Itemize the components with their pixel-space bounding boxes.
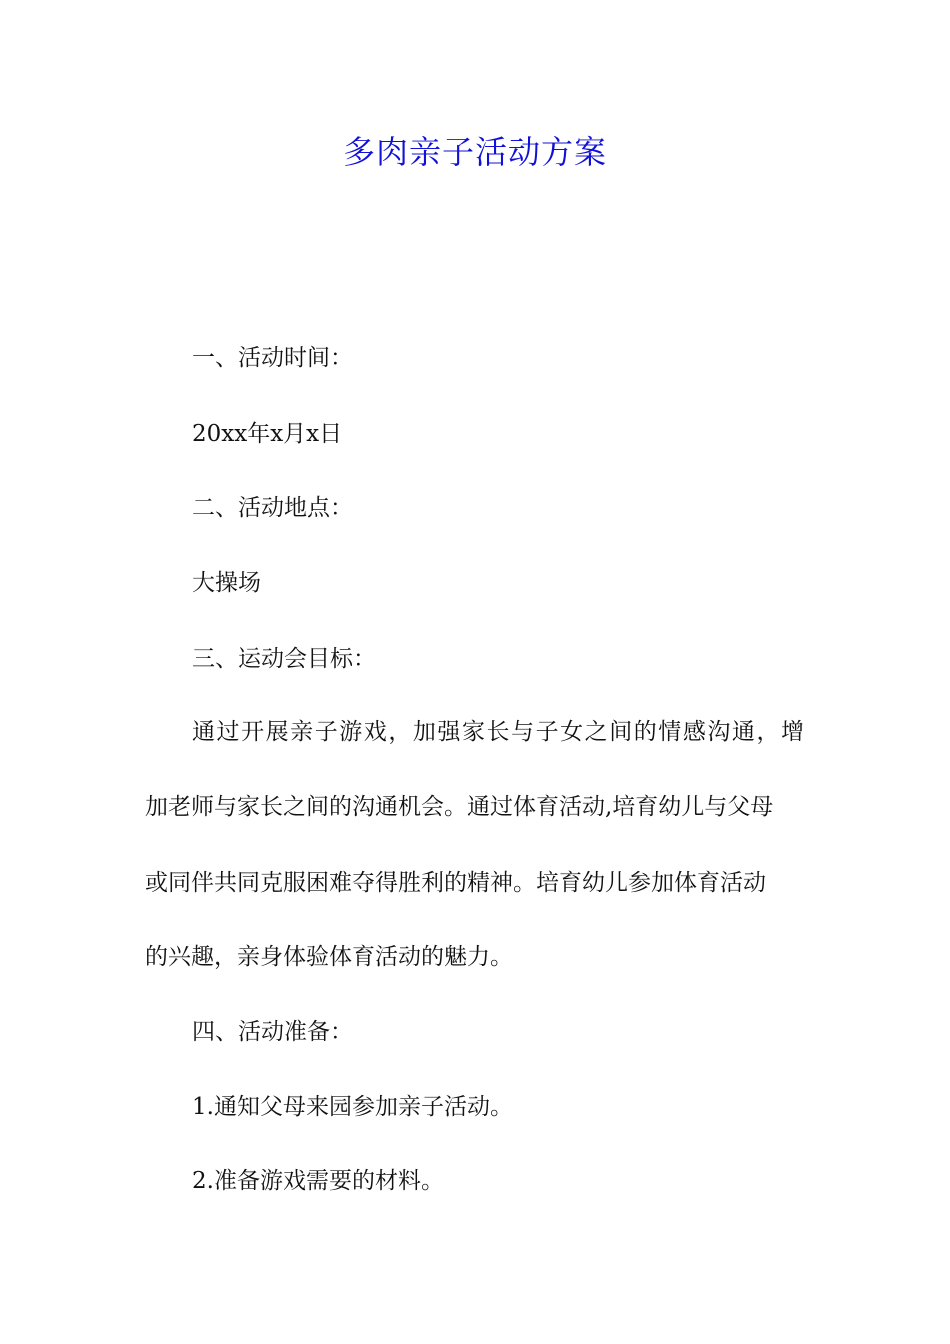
document-title: 多肉亲子活动方案: [342, 133, 607, 171]
section-heading-goal: 三、运动会目标：: [192, 646, 376, 672]
prep-item-1: 1.通知父母来园参加亲子活动。: [192, 1094, 513, 1120]
place-value: 大操场: [192, 570, 261, 596]
goal-paragraph-line-2: 加老师与家长之间的沟通机会。通过体育活动,培育幼儿与父母: [145, 794, 774, 820]
goal-paragraph-line-4: 的兴趣，亲身体验体育活动的魅力。: [145, 944, 513, 970]
section-heading-place: 二、活动地点：: [192, 495, 353, 521]
goal-paragraph-line-3: 或同伴共同克服困难夺得胜利的精神。培育幼儿参加体育活动: [145, 870, 766, 896]
prep-item-2: 2.准备游戏需要的材料。: [192, 1168, 444, 1194]
section-heading-time: 一、活动时间：: [192, 345, 353, 371]
time-value: 20xx年x月x日: [192, 421, 343, 447]
goal-paragraph-line-1: 通过开展亲子游戏，加强家长与子女之间的情感沟通，增: [192, 719, 804, 745]
section-heading-prep: 四、活动准备：: [192, 1019, 353, 1045]
